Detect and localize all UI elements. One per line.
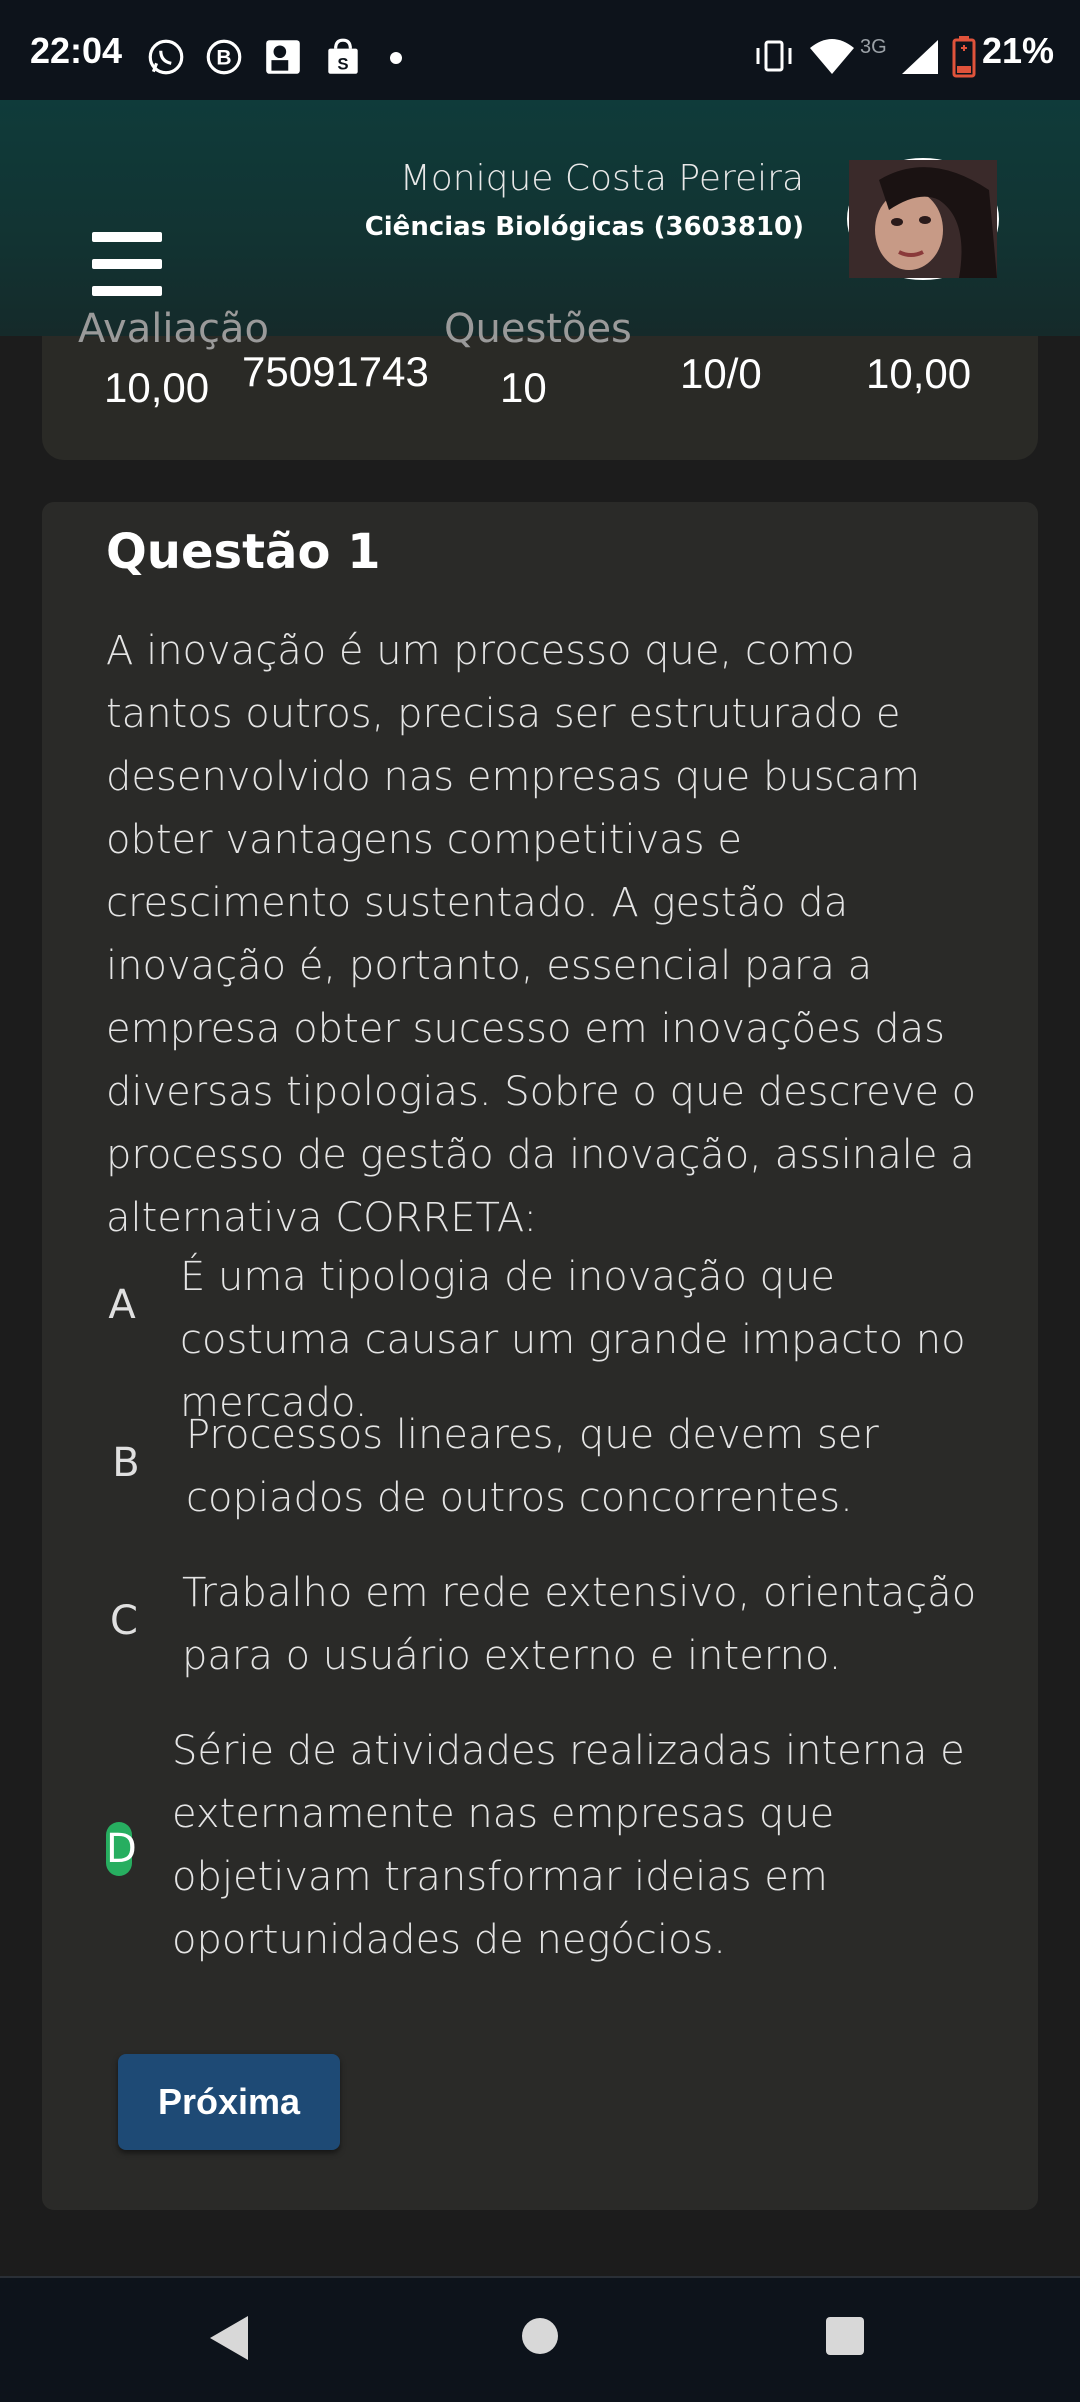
whatsapp-icon: [145, 36, 187, 78]
shopping-bag-icon: [322, 36, 364, 78]
home-icon[interactable]: [522, 2318, 558, 2354]
option-letter[interactable]: A: [108, 1282, 136, 1328]
avatar[interactable]: [847, 158, 999, 280]
status-bar: [0, 0, 1080, 100]
label-evaluation: Avaliação: [78, 306, 269, 352]
user-course: Ciências Biológicas (3603810): [364, 212, 804, 242]
status-time: 22:04: [30, 30, 123, 71]
battery-icon: [952, 36, 976, 78]
question-text: A inovação é um processo que, como tantos outros, precisa ser estruturado e desenvolvido nas empresas que buscam obter vantagens competitivas e crescimento sustentado. A gestão da inovação é, portanto, essencial para a empresa obter sucesso em inovações das diversas tipologias. Sobre o que descreve o processo de gestão da inovação, assinale a alternativa CORRETA:: [106, 628, 977, 1241]
user-name: Monique Costa Pereira: [399, 158, 804, 199]
question-title: Questão 1: [106, 524, 381, 580]
svg-text:S: S: [337, 54, 349, 74]
back-icon[interactable]: [210, 2316, 248, 2360]
wifi-icon: [808, 36, 856, 76]
answered-ratio: 10/0: [680, 350, 762, 397]
next-button[interactable]: Próxima: [118, 2054, 340, 2150]
option-letter[interactable]: B: [112, 1440, 140, 1486]
questions-value: 10: [500, 364, 547, 411]
hamburger-menu-icon[interactable]: [92, 232, 162, 296]
notification-dot: [390, 52, 402, 64]
svg-text:B: B: [216, 46, 232, 70]
option-letter[interactable]: C: [110, 1598, 138, 1644]
label-questions: Questões: [444, 306, 632, 352]
evaluation-code: 75091743: [242, 348, 429, 395]
option-text[interactable]: É uma tipologia de inovação que costuma causar um grande impacto no mercado.: [180, 1254, 966, 1426]
signal-icon: [900, 38, 940, 76]
recent-apps-icon[interactable]: [826, 2317, 864, 2355]
option-text[interactable]: Série de atividades realizadas interna e externamente nas empresas que objetivam transformar ideias em oportunidades de negócios.: [172, 1728, 965, 1963]
contact-app-icon: [262, 36, 304, 78]
b-app-icon: [203, 36, 245, 78]
network-type: 3G: [860, 36, 887, 58]
vibrate-icon: [752, 38, 796, 74]
grade-value: 10,00: [866, 350, 972, 397]
option-letter-selected[interactable]: D: [106, 1822, 132, 1876]
option-text[interactable]: Processos lineares, que devem ser copiados de outros concorrentes.: [186, 1412, 879, 1521]
battery-percentage: 21%: [981, 30, 1054, 71]
evaluation-value: 10,00: [104, 364, 210, 411]
option-text[interactable]: Trabalho em rede extensivo, orientação para o usuário externo e interno.: [182, 1570, 977, 1679]
